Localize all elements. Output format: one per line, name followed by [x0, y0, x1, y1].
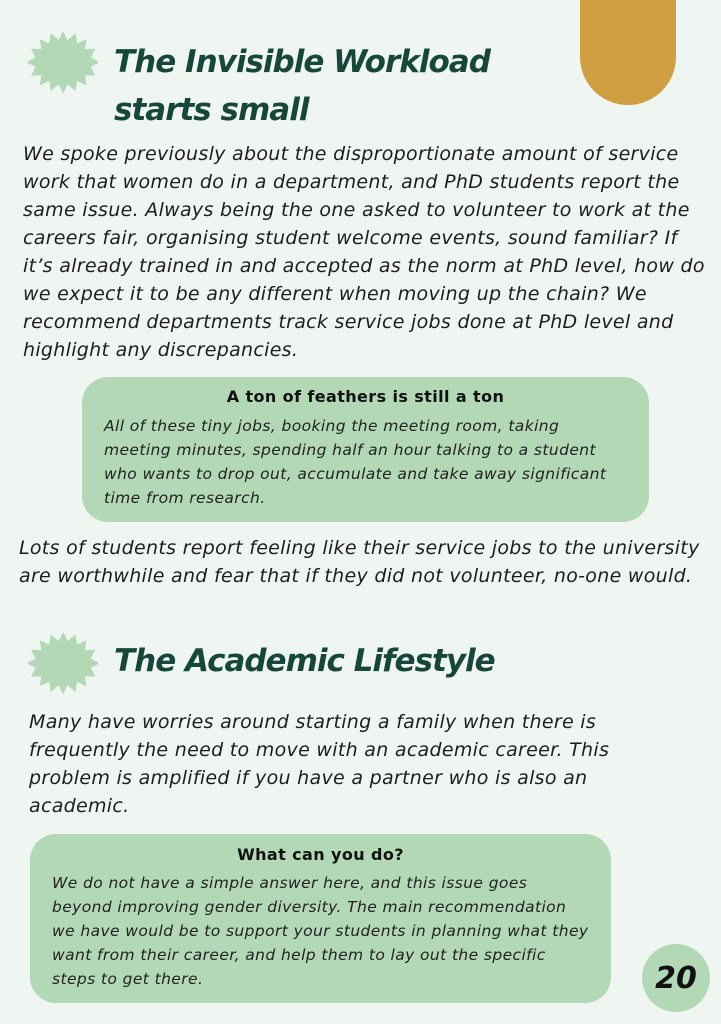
- academic-lifestyle-paragraph: Many have worries around starting a family when there is frequently the need to move with an academic career. This problem is amplified if you have a partner who is also an academic.: [29, 711, 610, 817]
- starburst-icon: [28, 29, 98, 99]
- heading-line-1: The Invisible Workload: [114, 44, 490, 80]
- section-heading-invisible-workload: [114, 38, 490, 134]
- callout-body: We do not have a simple answer here, and this issue goes beyond improving gender diversity. The main recommendation we have would be to support your students in planning what they want from their career, and help them to lay out the specific steps to get there.: [52, 874, 589, 988]
- callout-title: A ton of feathers is still a ton: [226, 387, 505, 406]
- invisible-workload-paragraph: We spoke previously about the disproportionate amount of service work that women do in a department, and PhD students report the same issue. Always being the one asked to volunteer to work at the careers fair, organising student welcome events, sound familiar? If it’s already trained in and accepted as the norm at PhD level, how do we expect it to be any different when moving up the chain? We recommend departments track service jobs done at PhD level and highlight any discrepancies.: [23, 143, 705, 361]
- decorative-tab: [580, 0, 676, 105]
- callout-feathers: [82, 377, 649, 522]
- callout-body: All of these tiny jobs, booking the meeting room, taking meeting minutes, spending half an hour talking to a student who wants to drop out, accumulate and take away significant time from research.: [104, 417, 607, 507]
- section-heading-academic-lifestyle: The Academic Lifestyle: [114, 643, 495, 679]
- callout-title: What can you do?: [237, 845, 404, 864]
- heading-line-2: starts small: [114, 92, 309, 128]
- page-number: 20: [642, 944, 710, 1012]
- starburst-icon: [28, 630, 98, 700]
- service-jobs-paragraph: Lots of students report feeling like their service jobs to the university are worthwhile and fear that if they did not volunteer, no-one would.: [19, 537, 700, 587]
- callout-what-can-you-do: [30, 834, 611, 1003]
